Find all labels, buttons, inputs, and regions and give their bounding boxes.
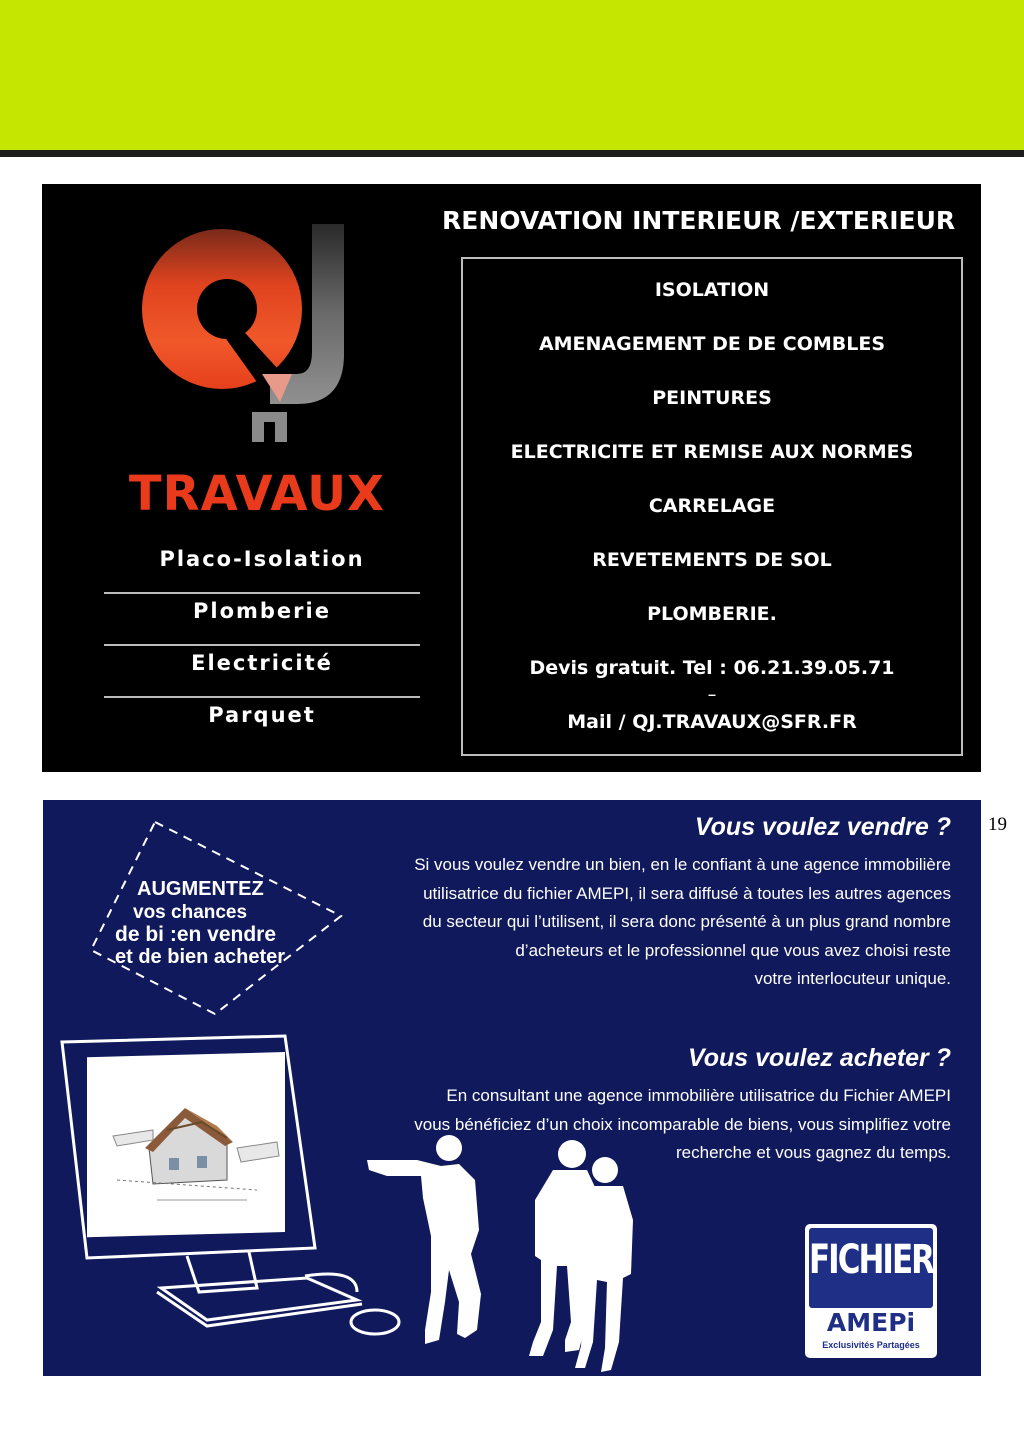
- box-item: ISOLATION: [654, 279, 770, 301]
- augmentez-line: et de bien acheter: [115, 946, 286, 968]
- augmentez-line: de bi :en vendre: [115, 923, 277, 946]
- amepi-ad: [43, 800, 981, 1376]
- paragraph-line: vous bénéficiez d’un choix incomparable de biens, vous simplifiez votre: [414, 1114, 951, 1134]
- badge-top-panel: [809, 1228, 933, 1308]
- paragraph-line: Si vous voulez vendre un bien, en le confiant à une agence immobilière: [414, 855, 951, 874]
- logo-wordmark: TRAVAUX: [128, 466, 386, 522]
- vendre-paragraph: [331, 851, 951, 994]
- service-item: Electricité: [104, 646, 420, 698]
- acheter-title: Vous voulez acheter ?: [687, 1044, 951, 1072]
- augmentez-line: vos chances: [133, 902, 248, 923]
- devis-phone: Devis gratuit. Tel : 06.21.39.05.71: [529, 657, 895, 679]
- top-color-bar: [0, 0, 1024, 150]
- service-item: Placo-Isolation: [104, 542, 420, 594]
- services-box: [461, 257, 963, 756]
- top-divider: [0, 150, 1024, 157]
- separator-dash: –: [708, 686, 716, 702]
- box-item: ELECTRICITE ET REMISE AUX NORMES: [510, 441, 914, 463]
- box-item: PLOMBERIE.: [647, 603, 777, 625]
- augmentez-line: AUGMENTEZ: [137, 878, 264, 900]
- box-item: CARRELAGE: [648, 495, 776, 517]
- paragraph-line: utilisatrice du fichier AMEPI, il sera diffusé à toutes les autres agences: [423, 883, 951, 903]
- box-item: PEINTURES: [652, 387, 772, 409]
- qj-travaux-ad: [42, 184, 981, 772]
- paragraph-line: du secteur qui l’utilisent, il sera donc présenté à un plus grand nombre: [422, 912, 951, 931]
- renovation-heading: RENOVATION INTERIEUR /EXTERIEUR: [442, 206, 956, 235]
- paragraph-line: votre interlocuteur unique.: [754, 969, 951, 988]
- badge-amepi-text: AMEPi: [826, 1308, 916, 1337]
- fichier-amepi-badge: [805, 1224, 937, 1358]
- page-number: 19: [988, 814, 1007, 835]
- vendre-title: Vous voulez vendre ?: [694, 813, 951, 841]
- qj-logo-icon: [112, 214, 392, 444]
- computer-and-people-icon: [57, 1030, 667, 1376]
- service-list: [104, 542, 420, 750]
- paragraph-line: recherche et vous gagnez du temps.: [676, 1143, 951, 1162]
- mail-address: Mail / QJ.TRAVAUX@SFR.FR: [567, 711, 857, 733]
- service-item: Plomberie: [104, 594, 420, 646]
- paragraph-line: En consultant une agence immobilière utilisatrice du Fichier AMEPI: [446, 1086, 951, 1105]
- paragraph-line: d’acheteurs et le professionnel que vous avez choisi reste: [515, 940, 951, 960]
- badge-fichier-text: FICHIER: [809, 1236, 933, 1284]
- box-item: REVETEMENTS DE SOL: [592, 549, 832, 571]
- service-item: Parquet: [208, 703, 316, 727]
- badge-subtitle: Exclusivités Partagées: [822, 1340, 920, 1350]
- box-item: AMENAGEMENT DE DE COMBLES: [538, 333, 886, 355]
